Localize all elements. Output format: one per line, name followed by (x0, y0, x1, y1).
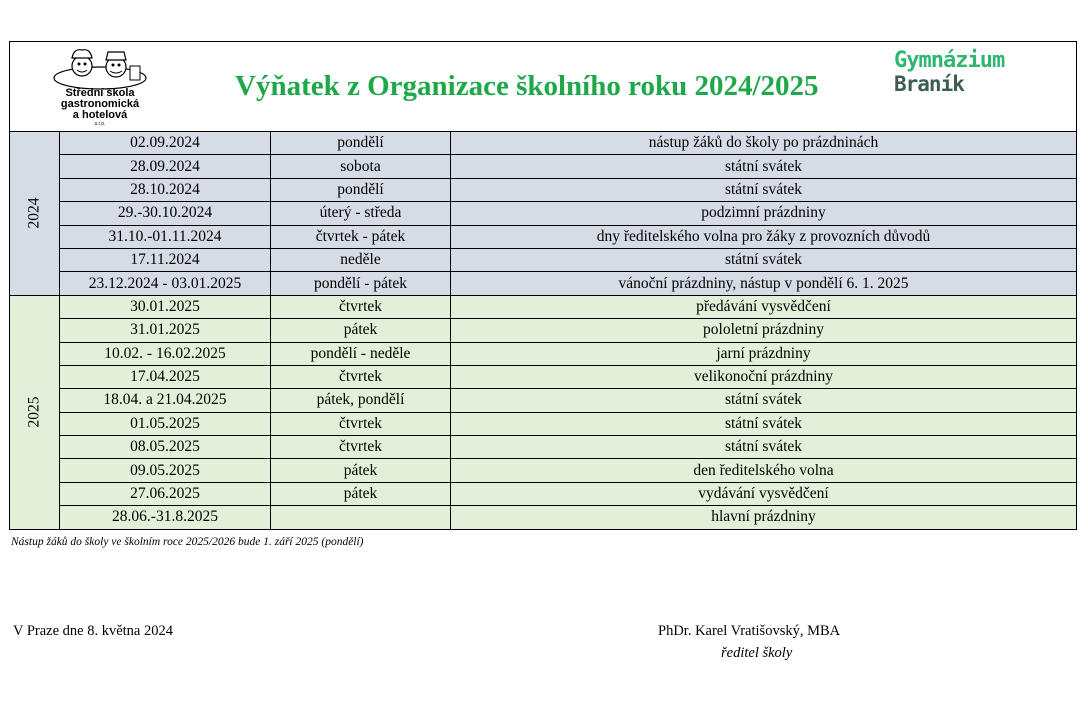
gymnazium-logo-line2: Braník (894, 72, 964, 96)
school-logo-line3: a hotelová (72, 109, 128, 121)
table-row (10, 459, 1077, 482)
schedule-table (9, 131, 1077, 530)
table-row (10, 178, 1077, 201)
date-cell: 01.05.2025 (60, 412, 271, 435)
day-cell: pondělí - pátek (271, 272, 451, 295)
day-cell: pondělí (271, 178, 451, 201)
event-cell: velikonoční prázdniny (451, 365, 1077, 388)
table-row (10, 202, 1077, 225)
school-logo-line2: gastronomická (60, 98, 140, 110)
table-row (10, 248, 1077, 271)
event-cell: dny ředitelského volna pro žáky z provozních důvodů (451, 225, 1077, 248)
date-cell: 08.05.2025 (60, 436, 271, 459)
table-row (10, 132, 1077, 155)
date-cell: 28.06.-31.8.2025 (60, 506, 271, 529)
event-cell: vydávání vysvědčení (451, 482, 1077, 505)
date-cell: 10.02. - 16.02.2025 (60, 342, 271, 365)
event-cell: jarní prázdniny (451, 342, 1077, 365)
table-row (10, 365, 1077, 388)
day-cell: pátek (271, 482, 451, 505)
document-sheet (9, 41, 1077, 530)
table-row (10, 295, 1077, 318)
event-cell: hlavní prázdniny (451, 506, 1077, 529)
day-cell: neděle (271, 248, 451, 271)
event-cell: státní svátek (451, 389, 1077, 412)
date-cell: 09.05.2025 (60, 459, 271, 482)
date-cell: 29.-30.10.2024 (60, 202, 271, 225)
table-row (10, 412, 1077, 435)
event-cell: den ředitelského volna (451, 459, 1077, 482)
date-cell: 18.04. a 21.04.2025 (60, 389, 271, 412)
date-cell: 02.09.2024 (60, 132, 271, 155)
day-cell: čtvrtek (271, 365, 451, 388)
table-row (10, 319, 1077, 342)
day-cell: pondělí (271, 132, 451, 155)
event-cell: pololetní prázdniny (451, 319, 1077, 342)
year-label (10, 295, 60, 529)
day-cell: čtvrtek - pátek (271, 225, 451, 248)
date-cell: 31.10.-01.11.2024 (60, 225, 271, 248)
event-cell: předávání vysvědčení (451, 295, 1077, 318)
day-cell: pondělí - neděle (271, 342, 451, 365)
day-cell: pátek (271, 459, 451, 482)
year-label-text: 2025 (25, 396, 43, 428)
date-cell: 23.12.2024 - 03.01.2025 (60, 272, 271, 295)
event-cell: nástup žáků do školy po prázdninách (451, 132, 1077, 155)
date-cell: 17.11.2024 (60, 248, 271, 271)
table-row (10, 342, 1077, 365)
signer-role: ředitel školy (721, 645, 793, 661)
event-cell: státní svátek (451, 178, 1077, 201)
document-header (9, 41, 1077, 131)
day-cell: čtvrtek (271, 295, 451, 318)
year-label (10, 132, 60, 296)
table-row (10, 272, 1077, 295)
school-logo-line1: Střední škola (65, 87, 135, 99)
event-cell: státní svátek (451, 412, 1077, 435)
place-date: V Praze dne 8. května 2024 (13, 623, 173, 639)
day-cell: úterý - středa (271, 202, 451, 225)
day-cell: čtvrtek (271, 436, 451, 459)
footnote: Nástup žáků do školy ve školním roce 2025/2026 bude 1. září 2025 (pondělí) (11, 536, 364, 548)
table-row (10, 482, 1077, 505)
table-row (10, 506, 1077, 529)
table-row (10, 155, 1077, 178)
date-cell: 28.10.2024 (60, 178, 271, 201)
date-cell: 28.09.2024 (60, 155, 271, 178)
school-logo-line4: s.r.o. (94, 121, 106, 127)
event-cell: státní svátek (451, 248, 1077, 271)
event-cell: podzimní prázdniny (451, 202, 1077, 225)
document-title: Výňatek z Organizace školního roku 2024/2025 (235, 70, 819, 102)
date-cell: 30.01.2025 (60, 295, 271, 318)
signer-name: PhDr. Karel Vratišovský, MBA (658, 623, 841, 639)
day-cell: pátek (271, 319, 451, 342)
date-cell: 17.04.2025 (60, 365, 271, 388)
table-row (10, 389, 1077, 412)
table-row (10, 436, 1077, 459)
day-cell: pátek, pondělí (271, 389, 451, 412)
event-cell: státní svátek (451, 436, 1077, 459)
gymnazium-logo-line1: Gymnázium (894, 48, 1005, 73)
year-label-text: 2024 (25, 197, 43, 229)
schedule-body (10, 132, 1077, 530)
gymnazium-logo (894, 48, 1044, 103)
chef-characters-icon (52, 48, 148, 90)
school-logo (50, 48, 150, 128)
day-cell: čtvrtek (271, 412, 451, 435)
table-row (10, 225, 1077, 248)
day-cell (271, 506, 451, 529)
event-cell: vánoční prázdniny, nástup v pondělí 6. 1. 2025 (451, 272, 1077, 295)
event-cell: státní svátek (451, 155, 1077, 178)
date-cell: 31.01.2025 (60, 319, 271, 342)
date-cell: 27.06.2025 (60, 482, 271, 505)
day-cell: sobota (271, 155, 451, 178)
